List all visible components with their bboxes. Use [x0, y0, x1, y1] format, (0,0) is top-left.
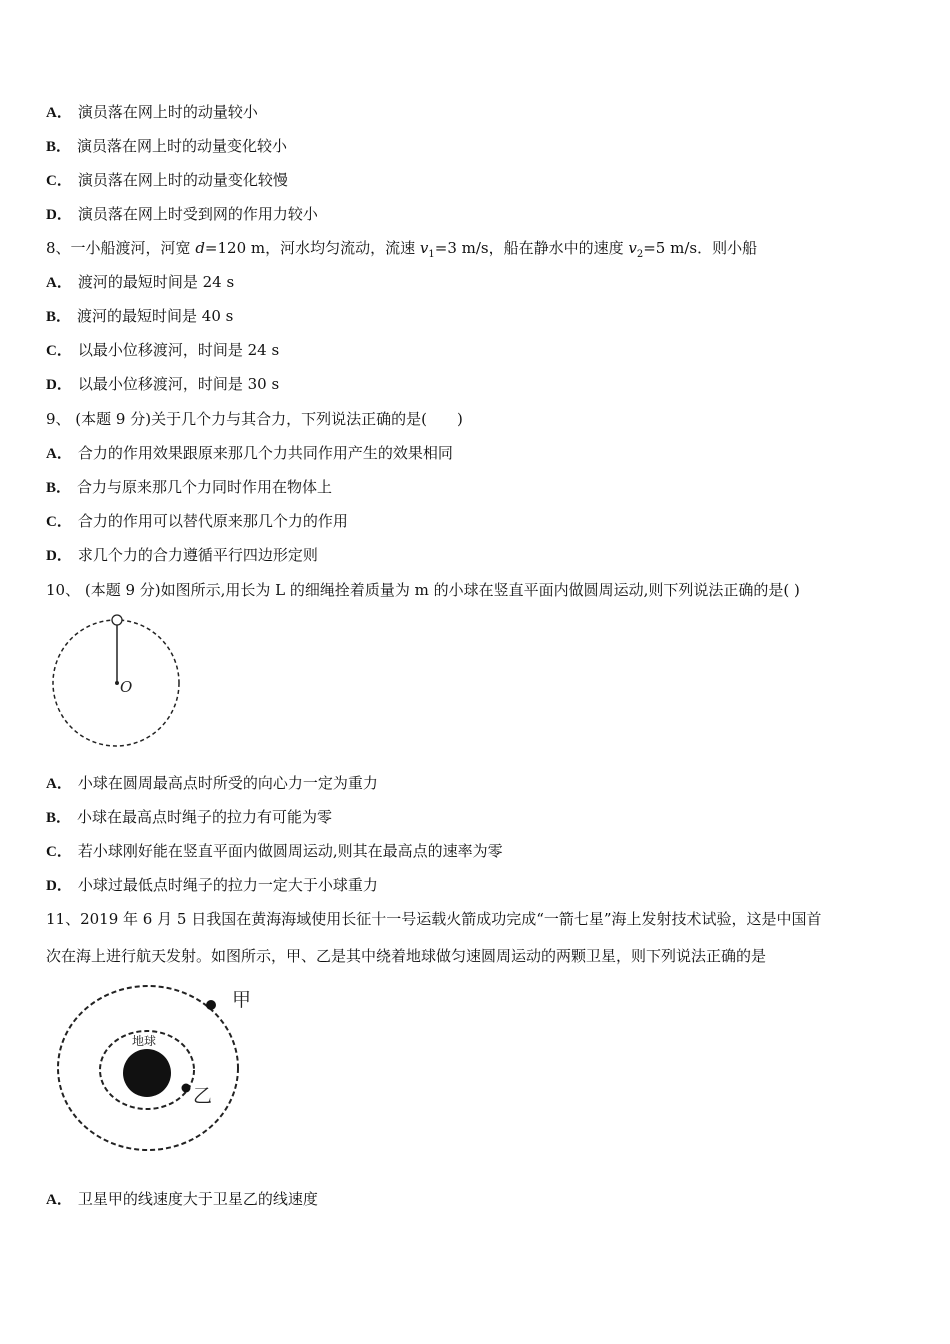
option-text: 合力的作用可以替代原来那几个力的作用: [77, 512, 348, 530]
option-text: 小球过最低点时绳子的拉力一定大于小球重力: [77, 876, 378, 894]
option-text: 渡河的最短时间是 24 s: [77, 273, 235, 291]
center-point: [115, 681, 119, 685]
q7-option-b: [46, 136, 287, 157]
ball: [112, 615, 122, 625]
option-text: 小球在最高点时绳子的拉力有可能为零: [77, 808, 333, 826]
q9-option-c: [46, 511, 348, 532]
q8-option-a: [46, 272, 234, 293]
option-text: 合力的作用效果跟原来那几个力共同作用产生的效果相同: [77, 444, 453, 462]
q8-option-c: [46, 340, 279, 361]
q10-option-b: [46, 807, 332, 828]
q8-option-d: [46, 374, 279, 395]
q9-option-d: [46, 545, 318, 566]
option-text: 演员落在网上时的动量变化较慢: [77, 171, 288, 189]
option-label: D．: [46, 377, 72, 393]
earth-label: 地球: [132, 1034, 157, 1048]
q10-figure-circle: [46, 610, 186, 752]
option-text: 以最小位移渡河，时间是 30 s: [77, 375, 280, 393]
option-label: C．: [46, 844, 72, 860]
satellite-yi-label: 乙: [193, 1085, 213, 1107]
q11-figure-orbits: [50, 978, 270, 1158]
option-text: 演员落在网上时受到网的作用力较小: [77, 205, 318, 223]
option-label: D．: [46, 878, 72, 894]
option-text: 演员落在网上时的动量较小: [77, 103, 258, 121]
option-label: A．: [46, 105, 72, 121]
q7-option-d: [46, 204, 318, 225]
option-label: D．: [46, 207, 72, 223]
center-label: O: [120, 678, 133, 696]
option-label: A．: [46, 275, 72, 291]
q8-v1-sub: 1: [428, 249, 435, 260]
q8-stem: [46, 238, 757, 265]
q8-v2-var: v: [628, 239, 637, 257]
q8-v1-var: v: [419, 239, 429, 257]
q7-option-a: [46, 102, 258, 123]
satellite-jia: [206, 1000, 216, 1010]
option-text: 演员落在网上时的动量变化较小: [77, 137, 288, 155]
option-label: B．: [46, 480, 72, 496]
option-text: 求几个力的合力遵循平行四边形定则: [77, 546, 318, 564]
option-text: 合力与原来那几个力同时作用在物体上: [77, 478, 333, 496]
option-label: B．: [46, 810, 72, 826]
option-label: A．: [46, 446, 72, 462]
q9-option-a: [46, 443, 453, 464]
option-label: B．: [46, 139, 72, 155]
q8-d-val: =120 m，河水均匀流动，流速: [204, 239, 420, 257]
option-label: D．: [46, 548, 72, 564]
option-text: 小球在圆周最高点时所受的向心力一定为重力: [77, 774, 378, 792]
q10-option-d: [46, 875, 378, 896]
option-label: C．: [46, 343, 72, 359]
q9-option-b: [46, 477, 332, 498]
q11-option-a: [46, 1189, 318, 1210]
q10-option-a: [46, 773, 378, 794]
q10-stem: 10、 (本题 9 分)如图所示,用长为 L 的细绳拴着质量为 m 的小球在竖直平面内做圆周运动,则下列说法正确的是( ): [46, 581, 800, 599]
option-label: C．: [46, 514, 72, 530]
option-text: 渡河的最短时间是 40 s: [77, 307, 234, 325]
option-label: B．: [46, 309, 72, 325]
earth: [123, 1049, 171, 1097]
q8-v2-val: =5 m/s．则小船: [643, 239, 758, 257]
q11-stem-line1: 11、2019 年 6 月 5 日我国在黄海海域使用长征十一号运载火箭成功完成“一箭七星”海上发射技术试验，这是中国首: [46, 910, 822, 928]
q8-v1-val: =3 m/s，船在静水中的速度: [434, 239, 629, 257]
satellite-yi: [182, 1084, 191, 1093]
option-label: A．: [46, 776, 72, 792]
q9-stem: 9、 (本题 9 分)关于几个力与其合力，下列说法正确的是( ): [46, 410, 463, 428]
option-text: 以最小位移渡河，时间是 24 s: [77, 341, 280, 359]
option-label: A．: [46, 1192, 72, 1208]
option-text: 若小球刚好能在竖直平面内做圆周运动,则其在最高点的速率为零: [77, 842, 503, 860]
q8-prefix: 8、一小船渡河，河宽: [46, 239, 196, 257]
q8-option-b: [46, 306, 233, 327]
satellite-jia-label: 甲: [232, 989, 252, 1011]
q11-stem-line2: 次在海上进行航天发射。如图所示，甲、乙是其中绕着地球做匀速圆周运动的两颗卫星，则下列说法正确的是: [46, 947, 767, 965]
q7-option-c: [46, 170, 288, 191]
option-text: 卫星甲的线速度大于卫星乙的线速度: [77, 1190, 318, 1208]
q10-option-c: [46, 841, 503, 862]
option-label: C．: [46, 173, 72, 189]
q8-d-var: d: [195, 239, 205, 257]
q8-v2-sub: 2: [636, 249, 644, 260]
